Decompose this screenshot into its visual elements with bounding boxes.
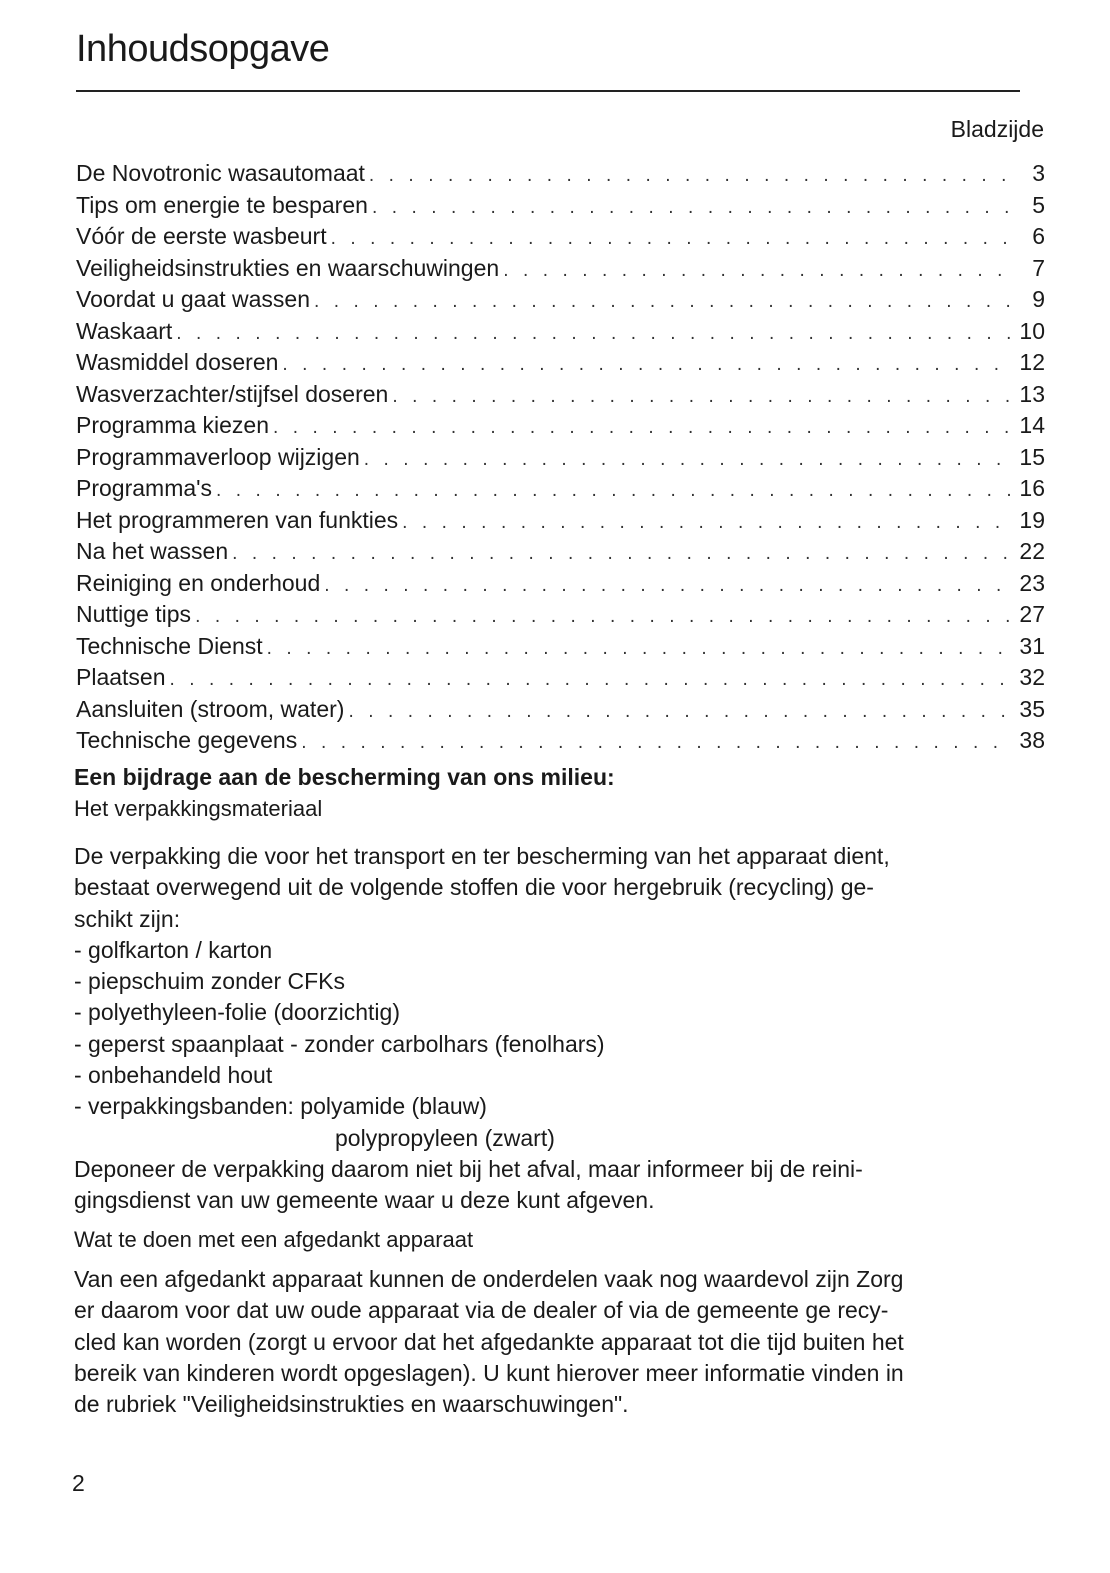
toc-entry-page: 6: [1032, 223, 1045, 249]
toc-entry-label: Programmaverloop wijzigen: [76, 443, 360, 470]
toc-entry-label: Nuttige tips: [76, 601, 192, 627]
paragraph-line: gingsdienst van uw gemeente waar u deze kunt afgeven.: [74, 1187, 655, 1214]
toc-leader-dots: [170, 664, 1011, 696]
toc-entry[interactable]: [76, 284, 1045, 316]
toc-leader-dots: [348, 696, 1011, 728]
toc-entry[interactable]: [76, 158, 1045, 190]
toc-entry[interactable]: [76, 253, 1045, 285]
toc-entry-page: 35: [1019, 695, 1045, 722]
toc-entry-label: Programma kiezen: [76, 412, 270, 438]
toc-leader-dots: [503, 255, 1011, 287]
toc-entry-page: 27: [1019, 601, 1045, 627]
list-item-continuation: polypropyleen (zwart): [335, 1124, 555, 1151]
paragraph-line: De verpakking die voor het transport en ter bescherming van het apparaat dient,: [74, 843, 890, 869]
toc-entry-label: Technische Dienst: [76, 632, 263, 659]
toc-entry-label: Na het wassen: [76, 538, 229, 564]
toc-entry-label: Technische gegevens: [76, 727, 298, 753]
toc-entry[interactable]: [76, 568, 1045, 600]
environment-heading: Een bijdrage aan de bescherming van ons milieu:: [74, 764, 615, 790]
toc-entry-page: 23: [1019, 569, 1045, 596]
toc-entry-page: 16: [1019, 475, 1045, 501]
toc-entry[interactable]: [76, 379, 1045, 411]
materials-list: [74, 935, 1034, 1154]
toc-entry-label: Het programmeren van funkties: [76, 506, 399, 533]
toc-entry-page: 19: [1019, 506, 1045, 533]
page-column-header: Bladzijde: [950, 116, 1044, 142]
toc-entry-label: Voordat u gaat wassen: [76, 286, 310, 312]
toc-leader-dots: [195, 601, 1011, 633]
toc-entry-page: 14: [1019, 412, 1045, 438]
table-of-contents: [76, 158, 1045, 757]
toc-entry[interactable]: [76, 725, 1045, 757]
toc-entry-label: Plaatsen: [76, 664, 166, 690]
toc-entry-page: 13: [1019, 380, 1045, 407]
toc-entry-label: De Novotronic wasautomaat: [76, 160, 365, 186]
packaging-heading: Het verpakkingsmateriaal: [74, 796, 323, 822]
toc-entry[interactable]: [76, 410, 1045, 442]
paragraph-line: Deponeer de verpakking daarom niet bij het afval, maar informeer bij de reini-: [74, 1155, 863, 1182]
title-rule: [76, 90, 1020, 92]
list-item: - polyethyleen-folie (doorzichtig): [74, 999, 400, 1026]
toc-entry-page: 38: [1019, 727, 1045, 753]
toc-entry[interactable]: [76, 662, 1045, 694]
toc-entry-label: Aansluiten (stroom, water): [76, 695, 345, 722]
toc-entry[interactable]: [76, 599, 1045, 631]
toc-leader-dots: [232, 538, 1011, 570]
toc-entry-page: 9: [1032, 286, 1045, 312]
list-item: - verpakkingsbanden: polyamide (blauw): [74, 1093, 487, 1120]
paragraph-line: er daarom voor dat uw oude apparaat via de dealer of via de gemeente ge recy-: [74, 1297, 889, 1324]
toc-entry[interactable]: [76, 316, 1045, 348]
toc-entry-page: 3: [1032, 160, 1045, 186]
paragraph-line: de rubriek "Veiligheidsinstrukties en waarschuwingen".: [74, 1391, 629, 1418]
toc-leader-dots: [402, 507, 1011, 539]
toc-entry[interactable]: [76, 190, 1045, 222]
toc-leader-dots: [216, 475, 1011, 507]
toc-entry-label: Programma's: [76, 475, 213, 501]
toc-entry[interactable]: [76, 536, 1045, 568]
toc-entry-page: 22: [1019, 538, 1045, 564]
toc-entry[interactable]: [76, 694, 1045, 726]
toc-entry-label: Vóór de eerste wasbeurt: [76, 223, 327, 249]
toc-entry[interactable]: [76, 473, 1045, 505]
toc-leader-dots: [392, 381, 1011, 413]
toc-leader-dots: [176, 318, 1011, 350]
toc-leader-dots: [282, 349, 1011, 381]
toc-entry[interactable]: [76, 442, 1045, 474]
paragraph-line: Van een afgedankt apparaat kunnen de onderdelen vaak nog waardevol zijn Zorg: [74, 1266, 904, 1292]
toc-leader-dots: [331, 223, 1011, 255]
paragraph-line: bestaat overwegend uit de volgende stoffen die voor hergebruik (recycling) ge-: [74, 874, 874, 901]
toc-entry[interactable]: [76, 347, 1045, 379]
old-device-paragraph: [74, 1264, 1034, 1420]
old-device-heading: Wat te doen met een afgedankt apparaat: [74, 1227, 474, 1252]
list-item: - piepschuim zonder CFKs: [74, 968, 345, 995]
list-item: - geperst spaanplaat - zonder carbolhars (fenolhars): [74, 1030, 605, 1057]
toc-leader-dots: [314, 286, 1011, 318]
toc-entry-page: 5: [1032, 191, 1045, 218]
toc-leader-dots: [273, 412, 1011, 444]
toc-entry[interactable]: [76, 505, 1045, 537]
toc-leader-dots: [301, 727, 1011, 759]
toc-leader-dots: [324, 570, 1011, 602]
toc-entry-label: Veiligheidsinstrukties en waarschuwingen: [76, 254, 500, 281]
toc-entry-page: 15: [1019, 443, 1045, 470]
toc-leader-dots: [364, 444, 1011, 476]
environment-section: [74, 762, 1034, 825]
toc-entry-page: 10: [1019, 317, 1045, 344]
list-item: - golfkarton / karton: [74, 936, 273, 963]
toc-entry-page: 31: [1019, 632, 1045, 659]
page-title: Inhoudsopgave: [76, 28, 330, 70]
list-item: - onbehandeld hout: [74, 1062, 273, 1089]
page-number: 2: [72, 1470, 85, 1496]
toc-entry-page: 32: [1019, 664, 1045, 690]
toc-entry-label: Wasmiddel doseren: [76, 349, 279, 375]
paragraph-line: bereik van kinderen wordt opgeslagen). U kunt hierover meer informatie vinden in: [74, 1359, 904, 1386]
toc-entry[interactable]: [76, 631, 1045, 663]
toc-entry[interactable]: [76, 221, 1045, 253]
toc-entry-label: Waskaart: [76, 317, 173, 344]
toc-leader-dots: [267, 633, 1011, 665]
toc-leader-dots: [369, 160, 1011, 192]
toc-entry-label: Reiniging en onderhoud: [76, 569, 321, 596]
toc-leader-dots: [372, 192, 1011, 224]
toc-entry-label: Tips om energie te besparen: [76, 191, 368, 218]
toc-entry-label: Wasverzachter/stijfsel doseren: [76, 380, 389, 407]
paragraph-line: schikt zijn:: [74, 905, 181, 932]
toc-entry-page: 12: [1019, 349, 1045, 375]
toc-entry-page: 7: [1032, 254, 1045, 281]
packaging-paragraph: [74, 841, 1034, 1217]
paragraph-line: cled kan worden (zorgt u ervoor dat het afgedankte apparaat tot die tijd buiten het: [74, 1328, 904, 1355]
